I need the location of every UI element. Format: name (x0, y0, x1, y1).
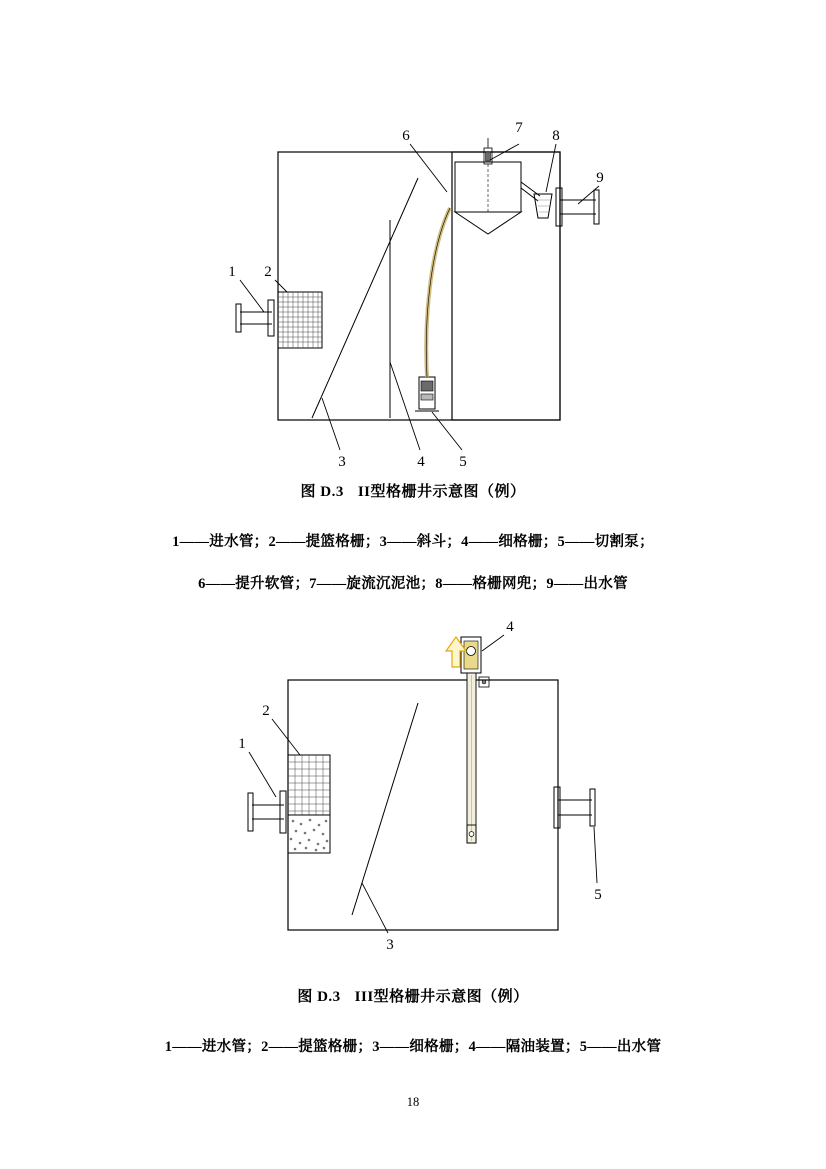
figure-2-callout-5: 5 (594, 887, 602, 903)
figure-2-drawing (0, 615, 826, 960)
lifting-hose (426, 208, 450, 377)
figure-2-callout-4: 4 (506, 619, 514, 635)
oil-separator-device (446, 637, 489, 843)
figure-1-callout-4: 4 (417, 454, 425, 470)
inlet-pipe-assembly (248, 791, 286, 833)
figure-1-drawing (0, 100, 826, 480)
figure-1-legend-line-2: 6——提升软管；7——旋流沉泥池；8——格栅网兜；9——出水管 (198, 576, 628, 592)
hopper-slope-line (312, 178, 418, 418)
figure-1-callout-5: 5 (459, 454, 467, 470)
tank-outline-right (452, 152, 560, 420)
outlet-pipe-assembly (554, 787, 595, 828)
figure-1-caption (0, 480, 826, 501)
figure-2-caption-title: III型格栅井示意图（例） (354, 989, 529, 1005)
page-number: 18 (406, 1095, 420, 1109)
outlet-pipe-assembly (556, 188, 599, 226)
cutting-pump (415, 377, 439, 411)
figure-1-callout-6: 6 (402, 128, 410, 144)
tank-outline (288, 680, 558, 930)
figure-2-caption-number: 图 D.3 (297, 989, 341, 1005)
figure-1-diagram (0, 100, 826, 480)
figure-1-caption-title: II型格栅井示意图（例） (357, 484, 526, 500)
figure-1-callout-1: 1 (228, 264, 236, 280)
figure-1-callout-7: 7 (515, 120, 523, 136)
figure-2-diagram (0, 615, 826, 960)
lift-direction-arrow-icon (446, 637, 466, 667)
figure-2-callout-1: 1 (238, 736, 246, 752)
figure-2-callout-2: 2 (262, 703, 270, 719)
figure-1-legend-line-1: 1——进水管；2——提篮格栅；3——斜斗；4——细格栅；5——切割泵； (172, 534, 654, 550)
figure-2-callout-3: 3 (386, 937, 394, 953)
figure-1-callout-3: 3 (338, 454, 346, 470)
figure-2-legend-line-1: 1——进水管；2——提篮格栅；3——细格栅；4——隔油装置；5——出水管 (164, 1039, 662, 1055)
basket-screen (288, 755, 330, 853)
figure-1-caption-number: 图 D.3 (300, 484, 344, 500)
figure-2-caption (0, 985, 826, 1006)
inlet-pipe-assembly (236, 300, 274, 336)
figure-1-callout-8: 8 (552, 128, 560, 144)
figure-1-callout-9: 9 (596, 170, 604, 186)
figure-1-callout-2: 2 (264, 264, 272, 280)
basket-screen (278, 292, 322, 348)
